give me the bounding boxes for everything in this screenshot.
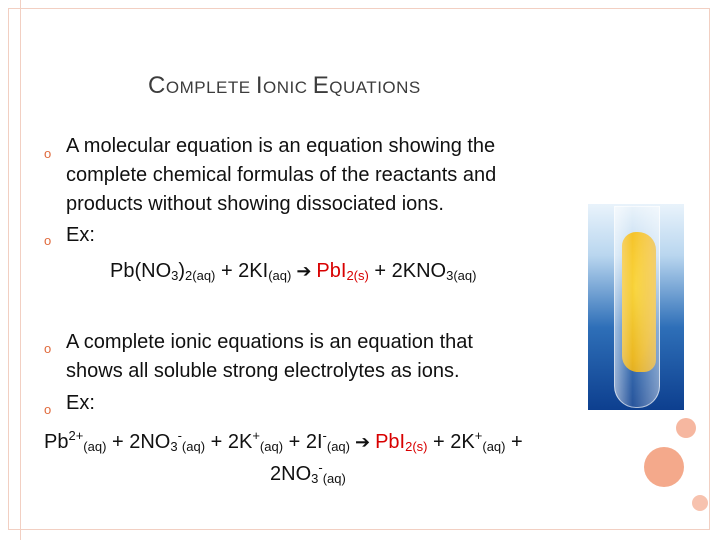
molecular-def-line3: products without showing dissociated ions. (66, 193, 444, 215)
ionic-def-line1: A complete ionic equations is an equation that (66, 331, 473, 353)
reaction-arrow-icon: ➔ (349, 432, 376, 452)
example-label-2: Ex: (66, 392, 95, 414)
molecular-def-line2: complete chemical formulas of the reactants and (66, 164, 497, 186)
ionic-def-line2: shows all soluble strong electrolytes as ions. (66, 360, 460, 382)
reaction-arrow-icon: ➔ (291, 261, 317, 281)
bullet-icon: o (44, 146, 52, 161)
slide-title: COMPLETE IONIC EQUATIONS (148, 72, 421, 99)
molecular-def-line1: A molecular equation is an equation showing the (66, 135, 496, 157)
example-label-1: Ex: (66, 224, 95, 246)
bullet-icon: o (44, 341, 52, 356)
ionic-equation-line1: $Pb^{2+}_{(aq)} + 2NO_3^-_{(aq)} + 2K^+_{(aq)} + 2I^-_{(aq)}$ ➔ $PbI_{2(s)} + 2K^+_{(aq)}$ + (44, 428, 523, 454)
decorative-circle (692, 495, 708, 511)
left-margin-rule (20, 0, 21, 540)
test-tube-glass (614, 206, 660, 408)
bullet-icon: o (44, 402, 52, 417)
decorative-circle (644, 447, 684, 487)
bullet-icon: o (44, 233, 52, 248)
decorative-circle (676, 418, 696, 438)
ionic-equation-line2: $2NO_3^-_{(aq)}$ (270, 460, 346, 486)
molecular-equation: $Pb(NO_3)_{2(aq)} + 2KI_{(aq)}$ ➔ $PbI_{2(s)} + 2KNO_{3(aq)}$ (110, 260, 477, 283)
